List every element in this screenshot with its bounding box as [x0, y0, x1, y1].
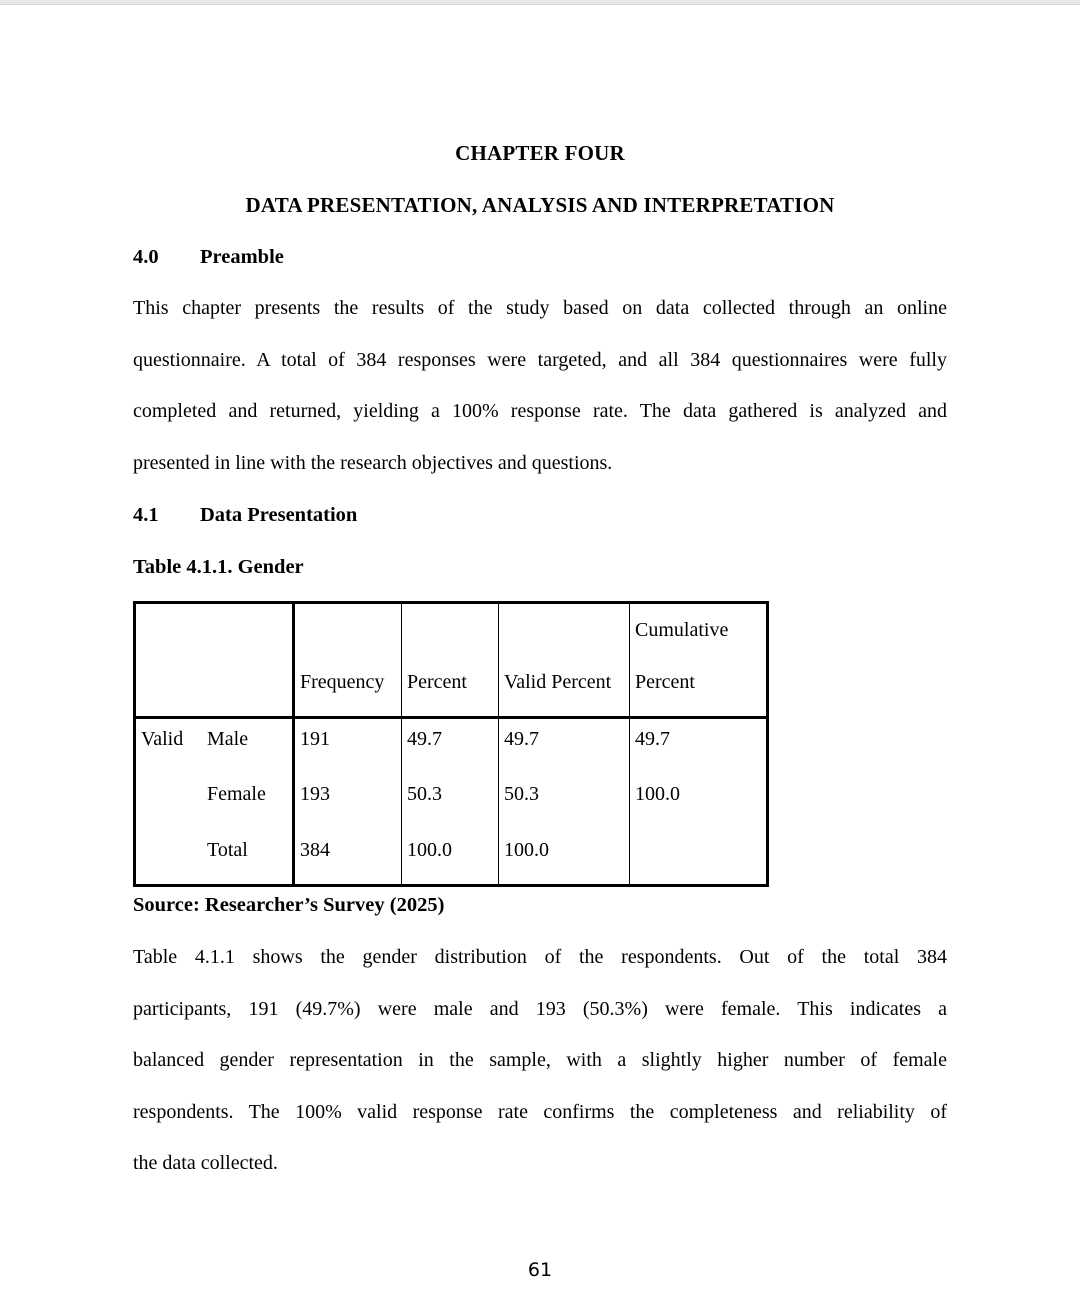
row-label: Male	[207, 728, 249, 750]
cell-valid-percent: 100.0	[499, 830, 630, 886]
section-heading-4-1	[133, 489, 947, 541]
paragraph-line: participants, 191 (49.7%) were male and 193 (50.3%) were female. This indicates a	[133, 997, 947, 1020]
preamble-paragraph	[133, 283, 947, 489]
paragraph-line: respondents. The 100% valid response rate confirms the completeness and reliability of	[133, 1100, 947, 1123]
stub-cell	[135, 774, 294, 830]
cell-cumulative-percent: 100.0	[630, 774, 768, 830]
paragraph-line: completed and returned, yielding a 100% response rate. The data gathered is analyzed and	[133, 400, 947, 422]
cell-percent: 50.3	[402, 774, 499, 830]
paragraph-line: balanced gender representation in the sample, with a slightly higher number of female	[133, 1049, 947, 1071]
cell-percent: 100.0	[402, 830, 499, 886]
table-row-male	[135, 718, 768, 774]
gender-table	[133, 601, 769, 887]
section-number: 4.1	[133, 504, 159, 526]
cell-frequency: 193	[294, 774, 402, 830]
cell-valid-percent: 50.3	[499, 774, 630, 830]
cell-frequency: 384	[294, 830, 402, 886]
column-header-valid-percent: Valid Percent	[499, 603, 630, 718]
cell-cumulative-percent	[630, 830, 768, 886]
cell-valid-percent: 49.7	[499, 718, 630, 774]
paragraph-line: questionnaire. A total of 384 responses were targeted, and all 384 questionnaires were fully	[133, 348, 947, 371]
section-label: Data Presentation	[200, 504, 358, 526]
section-label: Preamble	[200, 246, 284, 268]
stub-cell	[135, 718, 294, 774]
section-heading-4-0	[133, 231, 947, 283]
column-header-frequency: Frequency	[294, 603, 402, 718]
row-label: Female	[207, 782, 266, 805]
column-header-cumulative-percent: Cumulative Percent	[630, 603, 768, 718]
cell-cumulative-percent: 49.7	[630, 718, 768, 774]
paragraph-line: the data collected.	[133, 1152, 278, 1174]
page-number: 61	[527, 1259, 553, 1281]
cell-percent: 49.7	[402, 718, 499, 774]
row-label: Total	[207, 838, 248, 861]
chapter-subtitle: DATA PRESENTATION, ANALYSIS AND INTERPRETATION	[245, 193, 835, 217]
stub-header-cell	[135, 603, 294, 718]
column-header-percent: Percent	[402, 603, 499, 718]
page-content	[133, 127, 947, 1190]
table-caption: Table 4.1.1. Gender	[133, 556, 304, 578]
page-top-edge	[0, 0, 1080, 5]
section-number: 4.0	[133, 246, 159, 268]
stub-cell	[135, 830, 294, 886]
paragraph-line: Table 4.1.1 shows the gender distribution of the respondents. Out of the total 384	[133, 946, 947, 968]
row-group-label: Valid	[141, 728, 184, 750]
paragraph-line: presented in line with the research objectives and questions.	[133, 451, 613, 474]
table-header-row	[135, 603, 768, 718]
table-source: Source: Researcher’s Survey (2025)	[133, 894, 445, 916]
chapter-heading: CHAPTER FOUR	[455, 141, 625, 165]
analysis-paragraph	[133, 932, 947, 1190]
paragraph-line: This chapter presents the results of the study based on data collected through an online	[133, 297, 947, 319]
table-row-female	[135, 774, 768, 830]
cell-frequency: 191	[294, 718, 402, 774]
table-row-total	[135, 830, 768, 886]
